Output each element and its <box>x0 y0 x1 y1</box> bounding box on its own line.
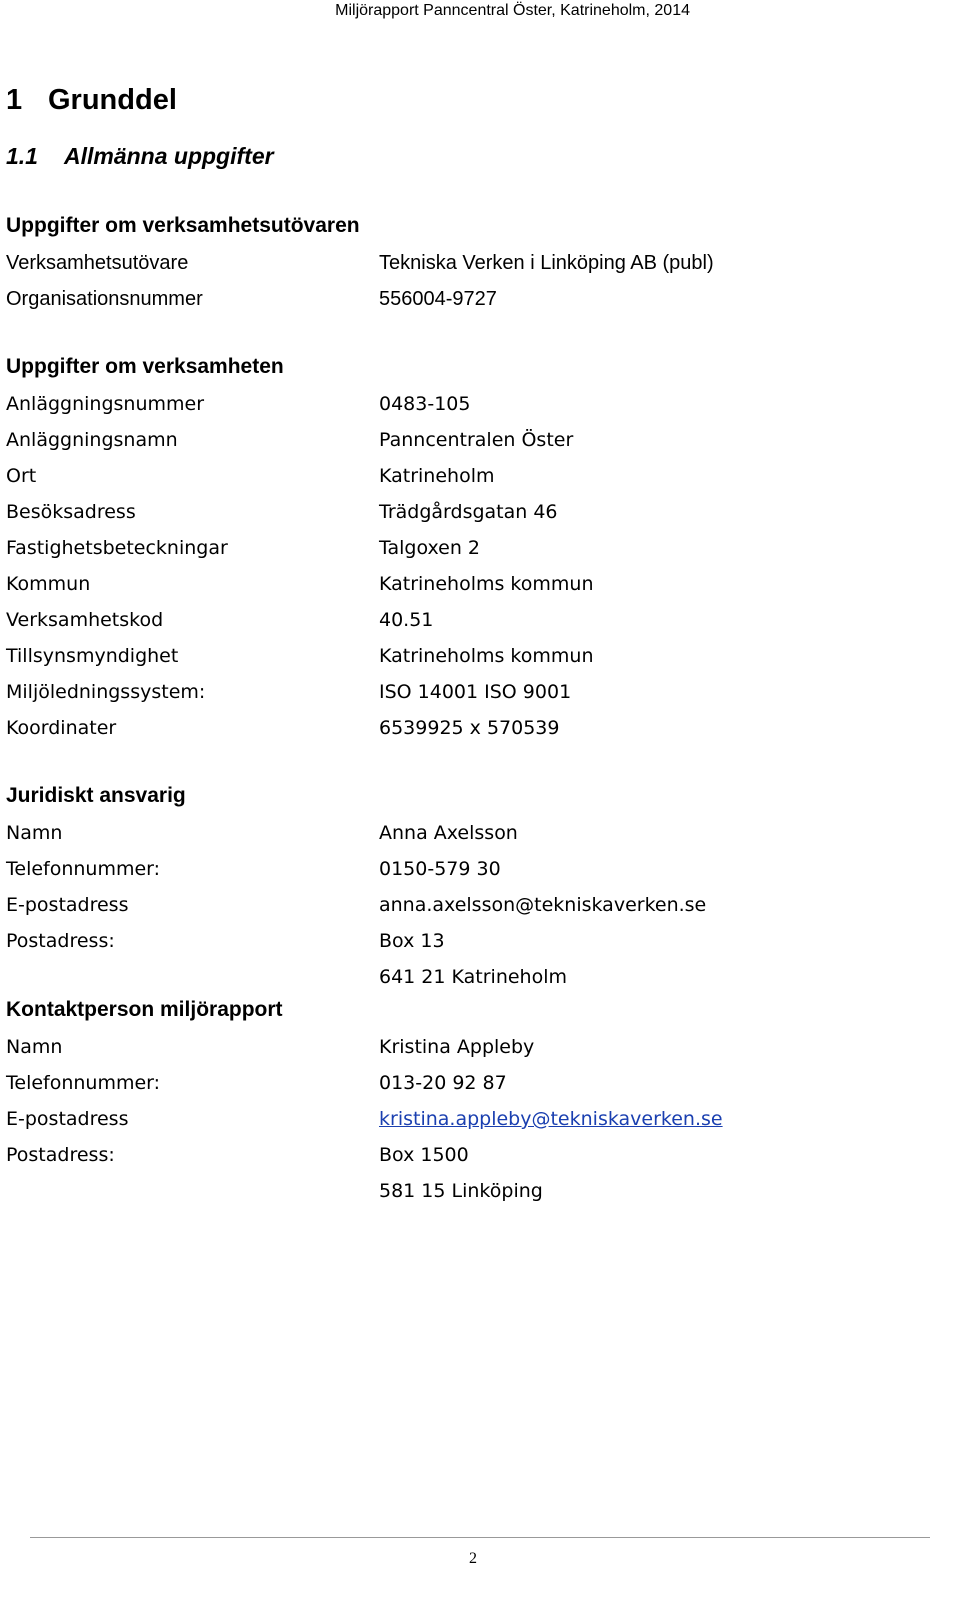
row-value: 581 15 Linköping <box>379 1180 543 1202</box>
row-value: 40.51 <box>379 609 434 631</box>
row-value: Box 13 <box>379 930 445 952</box>
row-value: 6539925 x 570539 <box>379 717 560 739</box>
row-value: Katrineholms kommun <box>379 573 594 595</box>
row-label: Besöksadress <box>6 501 136 523</box>
row-value: Talgoxen 2 <box>379 537 481 559</box>
row-label: Postadress: <box>6 930 115 952</box>
row-value: 556004-9727 <box>379 288 497 310</box>
row-label: Namn <box>6 1036 63 1058</box>
row-label: Miljöledningssystem: <box>6 681 206 703</box>
footer-divider <box>30 1537 930 1538</box>
section-number: 1.1 <box>6 143 38 169</box>
row-label: Telefonnummer: <box>6 858 161 880</box>
email-text: anna.axelsson@tekniskaverken.se <box>379 894 707 916</box>
row-label: Telefonnummer: <box>6 1072 161 1094</box>
row-value: ISO 14001 ISO 9001 <box>379 681 572 703</box>
contact-section-title: Kontaktperson miljörapport <box>6 998 283 1021</box>
row-label: Koordinater <box>6 717 117 739</box>
facility-section-title: Uppgifter om verksamheten <box>6 355 284 378</box>
row-value: Tekniska Verken i Linköping AB (publ) <box>379 252 714 274</box>
row-value: Box 1500 <box>379 1144 469 1166</box>
row-label: Kommun <box>6 573 91 595</box>
row-label: Tillsynsmyndighet <box>6 645 179 667</box>
row-label: Anläggningsnummer <box>6 393 205 415</box>
row-label: Ort <box>6 465 37 487</box>
row-value: 0150-579 30 <box>379 858 501 880</box>
operator-section-title: Uppgifter om verksamhetsutövaren <box>6 214 360 237</box>
section-title: Allmänna uppgifter <box>64 143 274 169</box>
row-label: Postadress: <box>6 1144 115 1166</box>
row-label: Anläggningsnamn <box>6 429 178 451</box>
chapter-number: 1 <box>6 84 23 116</box>
row-label: E-postadress <box>6 1108 129 1130</box>
row-label: Fastighetsbeteckningar <box>6 537 228 559</box>
section-heading <box>6 143 274 170</box>
row-value: 013-20 92 87 <box>379 1072 507 1094</box>
chapter-heading <box>6 84 177 117</box>
row-value: Kristina Appleby <box>379 1036 535 1058</box>
row-label: Namn <box>6 822 63 844</box>
row-value: Katrineholms kommun <box>379 645 594 667</box>
page-number: 2 <box>469 1550 477 1567</box>
row-value: 641 21 Katrineholm <box>379 966 568 988</box>
row-value: 0483-105 <box>379 393 471 415</box>
row-label: Verksamhetskod <box>6 609 164 631</box>
row-label: E-postadress <box>6 894 129 916</box>
email-link[interactable]: kristina.appleby@tekniskaverken.se <box>379 1108 723 1130</box>
chapter-title: Grunddel <box>48 84 177 116</box>
running-header: Miljörapport Panncentral Öster, Katrineholm, 2014 <box>335 2 690 19</box>
row-value: Katrineholm <box>379 465 495 487</box>
row-value: Trädgårdsgatan 46 <box>379 501 558 523</box>
legal-section-title: Juridiskt ansvarig <box>6 784 186 807</box>
row-label: Verksamhetsutövare <box>6 252 189 274</box>
row-value: Anna Axelsson <box>379 822 518 844</box>
row-label: Organisationsnummer <box>6 288 203 310</box>
row-value: Panncentralen Öster <box>379 429 574 451</box>
